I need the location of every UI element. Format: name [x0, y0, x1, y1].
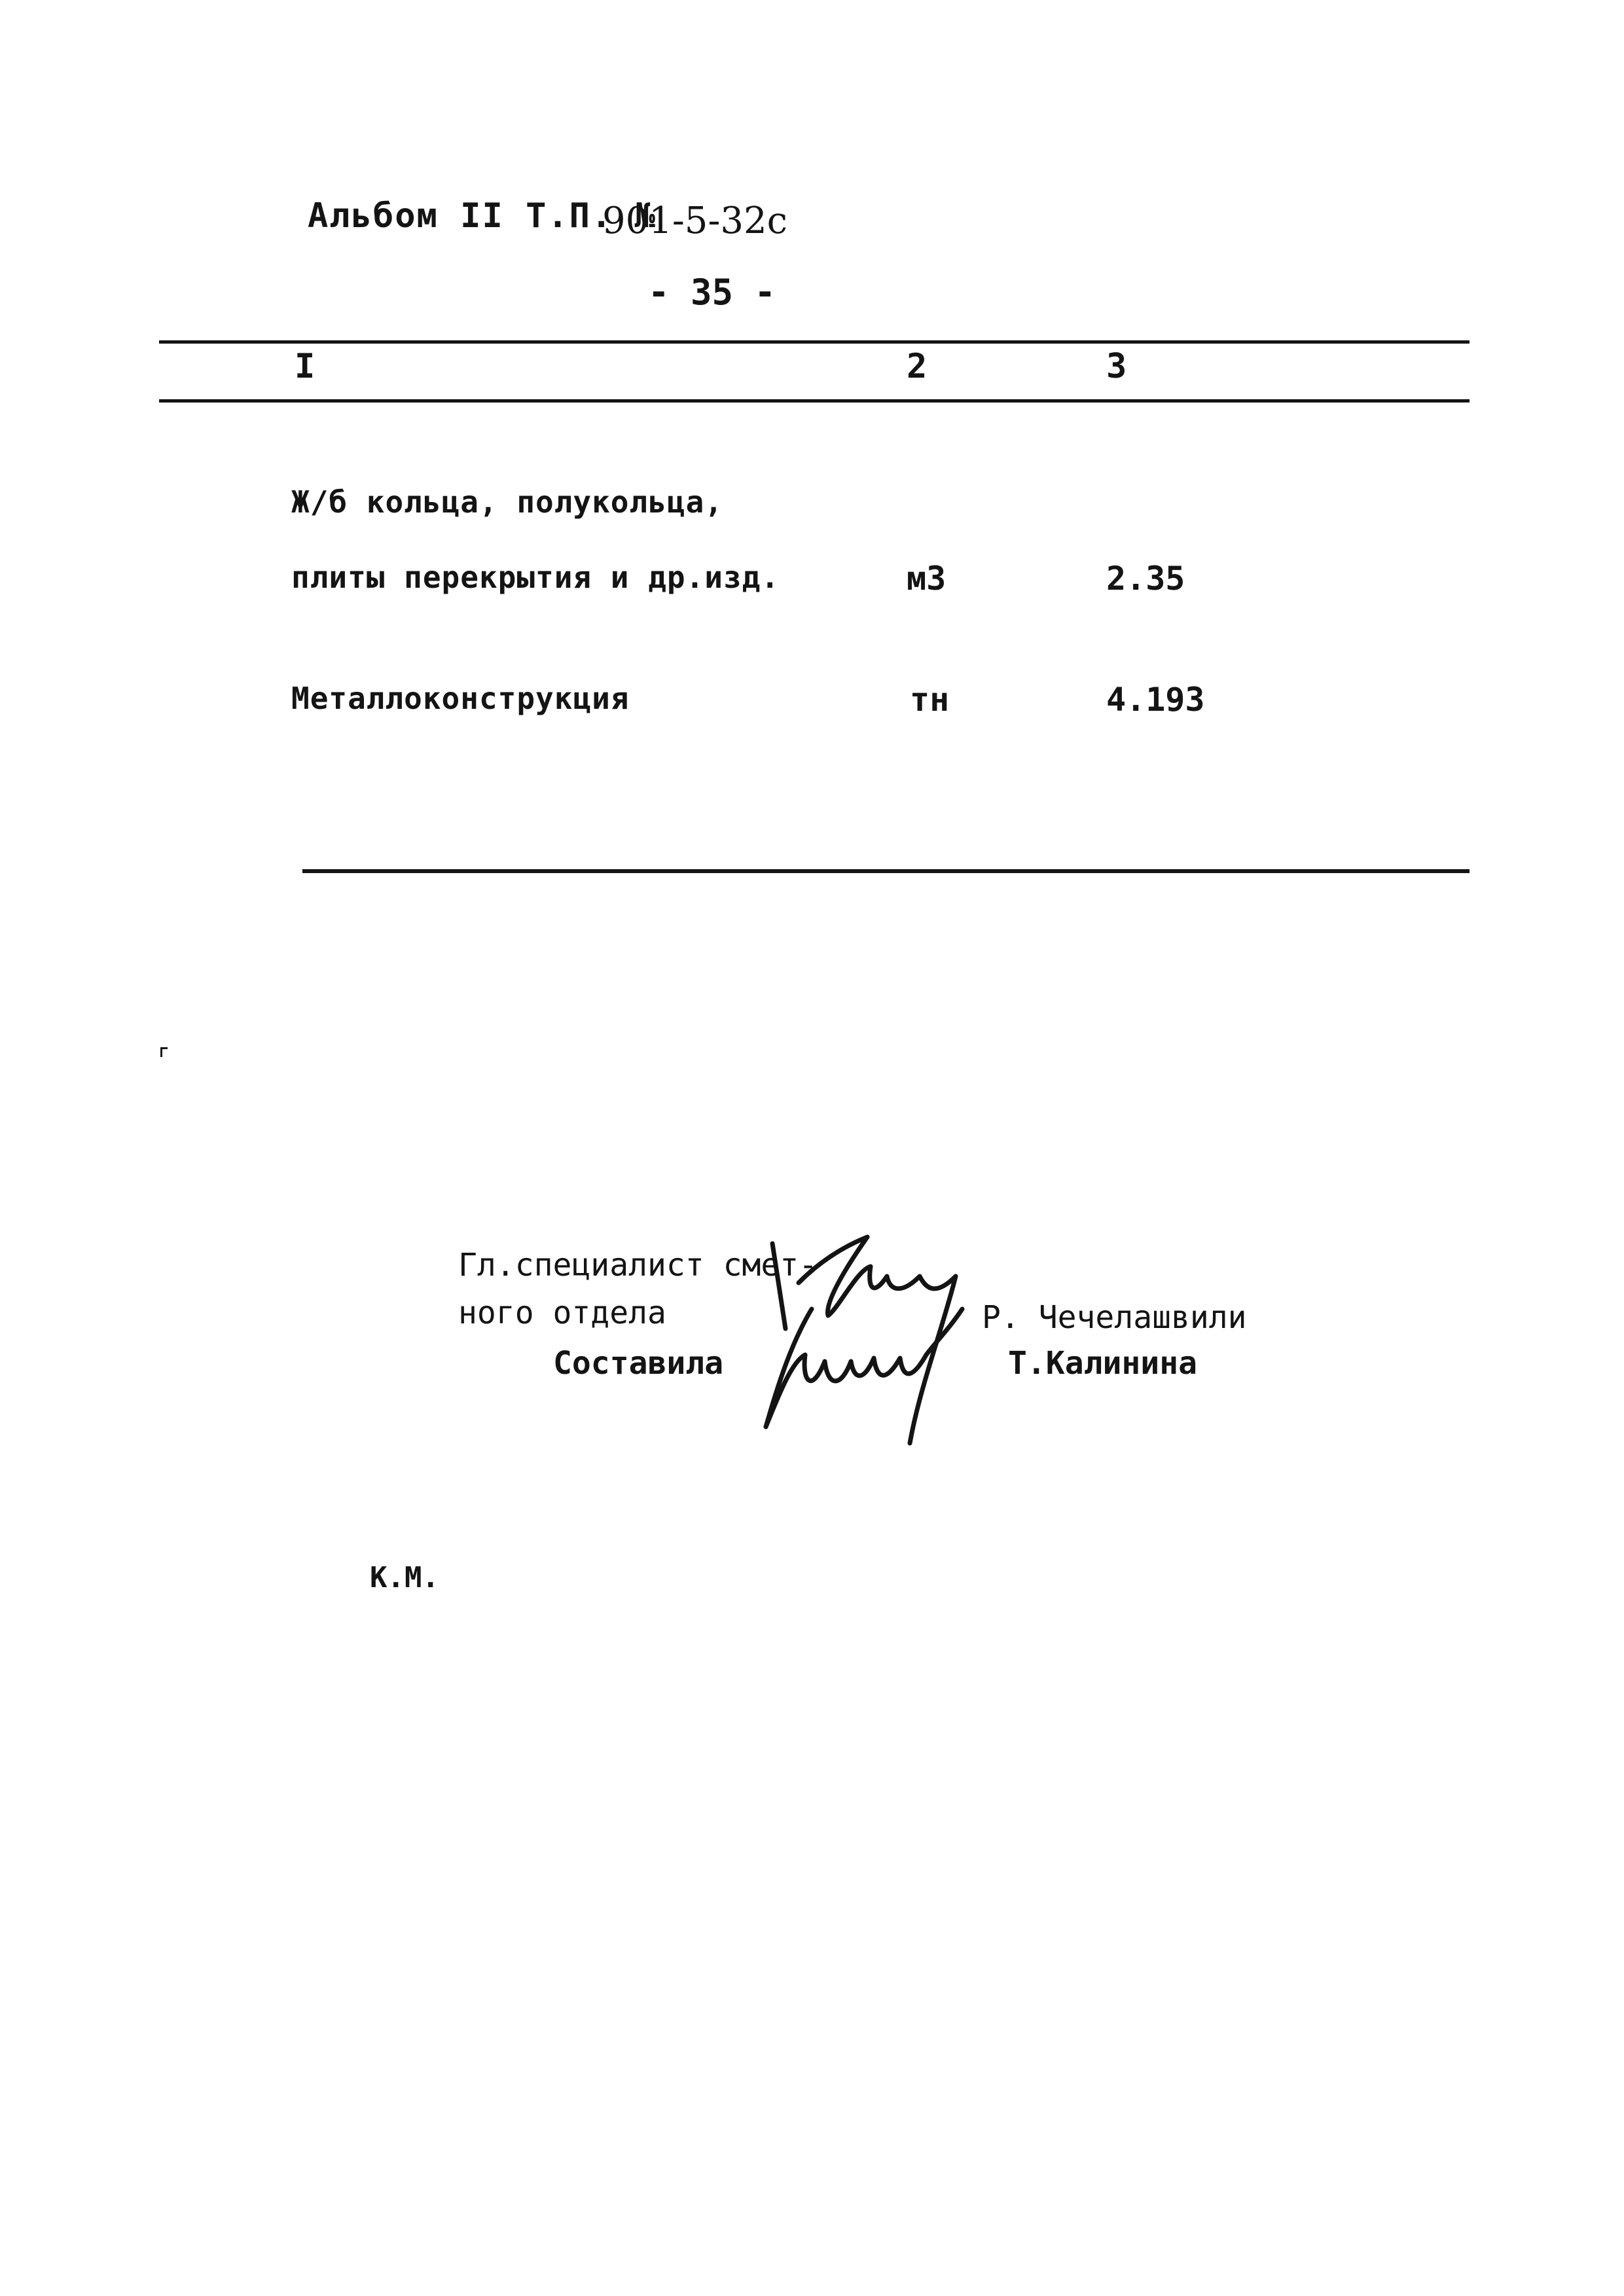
chief-specialist-label-line-2: ного отдела [458, 1295, 666, 1331]
scan-speck [160, 1047, 168, 1057]
page-number: - 35 - [648, 272, 776, 313]
row-1-value: 2.35 [1106, 560, 1185, 598]
album-number: 901-5-32с [602, 200, 787, 242]
row-1-name-line-1: Ж/б кольца, полукольца, [291, 484, 723, 520]
row-1-unit: м3 [907, 560, 947, 598]
column-header-3: 3 [1106, 347, 1127, 386]
row-1-name-line-2: плиты перекрытия и др.изд. [291, 560, 780, 595]
chief-specialist-name: Р. Чечелашвили [982, 1299, 1247, 1336]
handwritten-signature [746, 1230, 1008, 1479]
column-header-1: I [295, 347, 316, 386]
row-2-value: 4.193 [1106, 681, 1205, 719]
chief-specialist-label-line-1: Гл.специалист смет- [458, 1247, 818, 1283]
row-2-unit: тн [910, 681, 950, 719]
table-top-rule [159, 340, 1470, 344]
album-title: Альбом II Т.П. № [308, 196, 657, 236]
column-header-2: 2 [907, 347, 928, 386]
footer-mark: К.М. [370, 1561, 439, 1594]
compiler-name: Т.Калинина [1008, 1345, 1197, 1382]
row-2-name: Металлоконструкция [291, 681, 630, 716]
table-header-rule [159, 399, 1470, 403]
table-bottom-rule [302, 869, 1470, 873]
compiler-label: Составила [553, 1345, 724, 1382]
